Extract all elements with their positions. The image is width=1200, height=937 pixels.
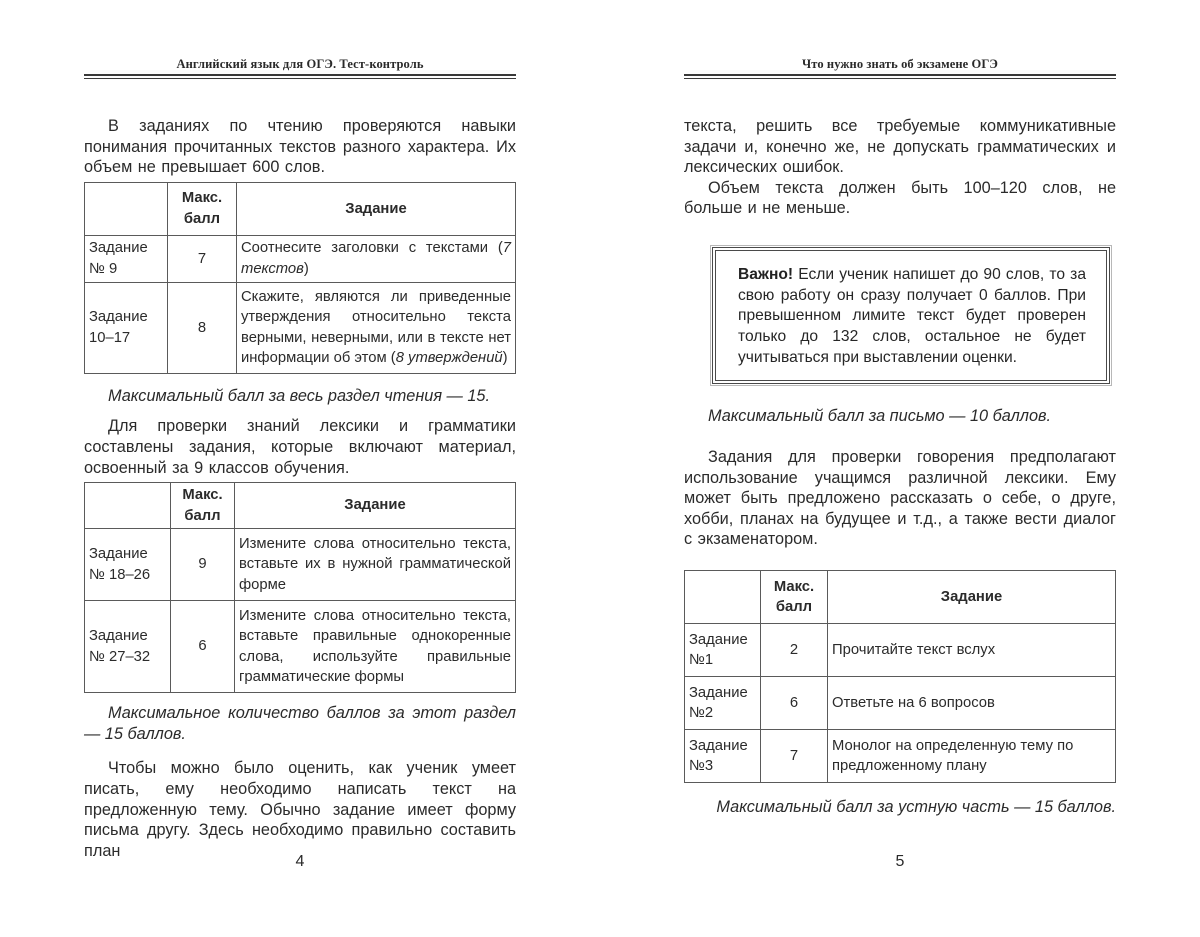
important-notice-box: [712, 247, 1110, 385]
task-note: 7 текстов: [241, 240, 511, 277]
important-box-wrapper: [684, 219, 1116, 385]
volume-paragraph: Объем текста должен быть 100–120 слов, не больше и не меньше.: [684, 178, 1116, 218]
grammar-intro-paragraph: Для проверки знаний лексики и грамматики составлены задания, которые включают материал, освоенный за 9 классов обучения.: [84, 417, 516, 477]
header-cell-max-score: Макс. балл: [171, 483, 235, 529]
writing-summary: Максимальный балл за письмо — 10 баллов.: [708, 407, 1052, 426]
page-number: 4: [295, 853, 305, 870]
header-cell-task: Задание: [235, 483, 516, 529]
right-page-content: [684, 116, 1116, 818]
task-description: Прочитайте текст вслух: [828, 624, 1116, 677]
reading-score-table: [84, 182, 516, 374]
table-row: [85, 235, 516, 282]
header-cell-task: Задание: [237, 182, 516, 235]
speaking-summary: Максимальный балл за устную часть — 15 баллов.: [716, 798, 1116, 817]
table-row: [685, 624, 1116, 677]
reading-summary: Максимальный балл за весь раздел чтения — 15.: [108, 386, 490, 405]
task-label: Задание 10–17: [85, 282, 168, 373]
table-header-row: [85, 182, 516, 235]
task-label: Задание № 9: [85, 235, 168, 282]
header-cell-max-score: Макс. балл: [168, 182, 237, 235]
speaking-intro-paragraph: Задания для проверки говорения предполагают использование учащимся различной лексики. Ему может быть предложено рассказать о себе, о друге, хобби, планах на будущее и т.д., а также вести диалог с экзаменатором.: [684, 448, 1116, 549]
max-score: 7: [168, 235, 237, 282]
right-page: [684, 0, 1116, 937]
max-score: 8: [168, 282, 237, 373]
task-description: Измените слова относительно текста, вставьте правильные однокоренные слова, используйте правильные грамматические формы: [235, 601, 516, 693]
table-row: [85, 282, 516, 373]
max-score: 6: [761, 677, 828, 730]
page-number: 5: [895, 853, 905, 870]
header-cell-empty: [85, 182, 168, 235]
table-row: [85, 529, 516, 601]
task-note: 8 утверждений: [395, 350, 503, 367]
max-score: 7: [761, 730, 828, 783]
task-description: Монолог на определенную тему по предложенному плану: [828, 730, 1116, 783]
table-row: [85, 601, 516, 693]
task-description: Соотнесите заголовки с текстами (7 текстов): [237, 235, 516, 282]
important-text: Если ученик напишет до 90 слов, то за свою работу он сразу получает 0 баллов. При превышенном лимите текст будет проверен только до 132 слов, остальное не будет учитываться при выставлении оценки.: [738, 265, 1086, 366]
task-label: Задание №2: [685, 677, 761, 730]
speaking-score-table: [684, 570, 1116, 783]
table-header-row: [85, 483, 516, 529]
table-header-row: [685, 571, 1116, 624]
header-cell-empty: [85, 483, 171, 529]
important-label: Важно!: [738, 265, 794, 283]
table-row: [685, 677, 1116, 730]
grammar-score-table: [84, 482, 516, 693]
running-head: Что нужно знать об экзамене ОГЭ: [801, 57, 998, 71]
task-description: Скажите, являются ли приведенные утверждения относительно текста верными, неверными, или в тексте нет информации об этом (8 утверждений): [237, 282, 516, 373]
running-head: Английский язык для ОГЭ. Тест-контроль: [176, 57, 424, 71]
task-label: Задание №1: [685, 624, 761, 677]
left-page: [84, 0, 516, 937]
max-score: 2: [761, 624, 828, 677]
header-cell-task: Задание: [828, 571, 1116, 624]
header-double-rule: [684, 74, 1116, 79]
task-label: Задание № 27–32: [85, 601, 171, 693]
writing-intro-paragraph: Чтобы можно было оценить, как ученик умеет писать, ему необходимо написать текст на предложенную тему. Обычно задание имеет форму письма другу. Здесь необходимо правильно составить план: [84, 759, 516, 860]
reading-intro-paragraph: В заданиях по чтению проверяются навыки понимания прочитанных текстов разного характера. Их объем не превышает 600 слов.: [84, 117, 516, 177]
max-score: 6: [171, 601, 235, 693]
header-cell-max-score: Макс. балл: [761, 571, 828, 624]
task-description: Ответьте на 6 вопросов: [828, 677, 1116, 730]
header-cell-empty: [685, 571, 761, 624]
task-label: Задание № 18–26: [85, 529, 171, 601]
max-score: 9: [171, 529, 235, 601]
grammar-summary: Максимальное количество баллов за этот раздел — 15 баллов.: [84, 704, 516, 743]
header-double-rule: [84, 74, 516, 79]
table-row: [685, 730, 1116, 783]
task-label: Задание №3: [685, 730, 761, 783]
left-page-content: [84, 116, 516, 861]
continued-paragraph: текста, решить все требуемые коммуникативные задачи и, конечно же, не допускать грамматических и лексических ошибок.: [684, 117, 1116, 177]
task-description: Измените слова относительно текста, вставьте их в нужной грамматической форме: [235, 529, 516, 601]
